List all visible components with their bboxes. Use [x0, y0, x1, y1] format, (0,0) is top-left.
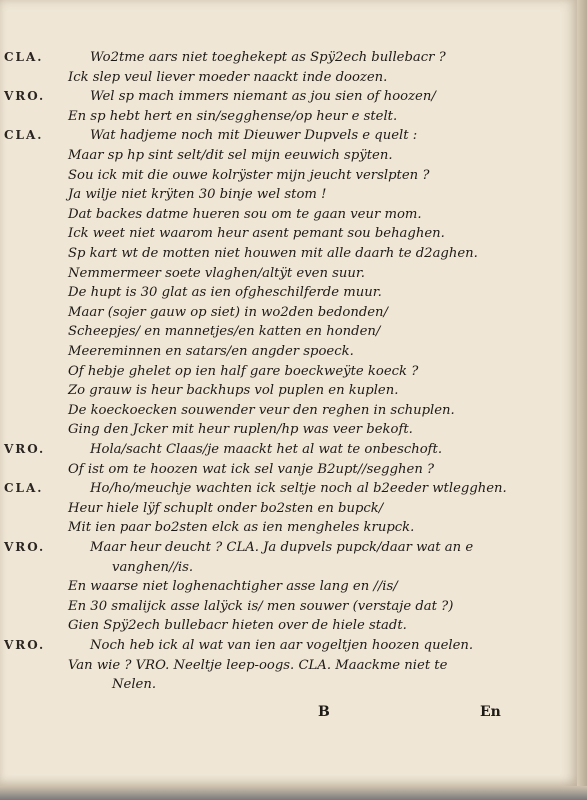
speaker-label: VRO.: [4, 442, 46, 456]
verse-line: [0, 342, 577, 362]
verse-line: [0, 244, 577, 264]
verse-text-line: Mit ien paar bo2sten elck as ien mengheles krupck.: [68, 520, 415, 536]
verse-text-line: Ick weet niet waarom heur asent pemant sou behaghen.: [68, 226, 445, 242]
verse-line: [0, 499, 577, 519]
verse-line: [0, 440, 577, 460]
verse-line: [0, 616, 577, 636]
page-edge: [577, 0, 587, 790]
signature-mark: B: [318, 704, 330, 720]
verse-text-line: Sp kart wt de motten niet houwen mit alle daarh te d2aghen.: [68, 246, 478, 261]
verse-text-line: Maar (sojer gauw op siet) in wo2den bedonden/: [68, 304, 388, 320]
verse-line: [0, 283, 577, 303]
verse-text-line: Maar sp hp sint selt/dit sel mijn eeuwich spÿten.: [68, 148, 393, 163]
verse-text-line: En sp hebt hert en sin/segghense/op heur e stelt.: [68, 108, 398, 124]
verse-text-line: Ja wilje niet krÿten 30 binje wel stom !: [68, 187, 327, 203]
verse-text-line: vanghen//is.: [112, 559, 194, 575]
verse-line: [0, 303, 577, 323]
verse-line: [0, 479, 577, 499]
verse-text-line: Dat backes datme hueren sou om te gaan veur mom.: [68, 206, 422, 222]
verse-line: [0, 87, 577, 107]
speaker-label: VRO.: [4, 89, 46, 104]
page-bottom-edge: [0, 786, 587, 800]
verse-line: [0, 538, 577, 558]
verse-text-line: Maar heur deucht ? CLA. Ja dupvels pupck/daar wat an e: [90, 540, 474, 555]
verse-line: [0, 166, 577, 186]
verse-line: [0, 675, 577, 695]
verse-line: [0, 362, 577, 382]
verse-line: [0, 68, 577, 88]
verse-text-line: Scheepjes/ en mannetjes/en katten en honden/: [68, 324, 381, 340]
verse-line: [0, 224, 577, 244]
verse-text-line: De koeckoecken souwender veur den reghen in schuplen.: [68, 402, 455, 418]
speaker-label: CLA.: [4, 50, 44, 64]
catchword: En: [480, 704, 501, 720]
verse-text-line: Nelen.: [112, 677, 157, 693]
verse-text-line: Van wie ? VRO. Neeltje leep-oogs. CLA. Maackme niet te: [68, 657, 448, 673]
verse-text-line: Wel sp mach immers niemant as jou sien of hoozen/: [90, 89, 436, 105]
verse-line: [0, 381, 577, 401]
verse-text-line: Sou ick mit die ouwe kolrÿster mijn jeucht verslpten ?: [68, 167, 430, 183]
verse-line: [0, 107, 577, 127]
verse-line: [0, 401, 577, 421]
verse-text-line: Nemmermeer soete vlaghen/altÿt even suur.: [68, 265, 365, 281]
speaker-label: CLA.: [4, 128, 44, 143]
verse-line: [0, 518, 577, 538]
verse-line: [0, 185, 577, 205]
verse-line: [0, 322, 577, 342]
verse-text-line: Ging den Jcker mit heur ruplen/hp was veer bekoft.: [68, 422, 413, 438]
verse-text-line: Gien Spÿ2ech bullebacr hieten over de hiele stadt.: [68, 618, 407, 634]
speaker-label: CLA.: [4, 481, 44, 496]
verse-text-line: Wat hadjeme noch mit Dieuwer Dupvels e quelt :: [90, 128, 418, 144]
verse-text-line: Hola/sacht Claas/je maackt het al wat te onbeschoft.: [90, 442, 443, 457]
verse-line: [0, 460, 577, 480]
verse-text-line: De hupt is 30 glat as ien ofgheschilferde muur.: [68, 285, 382, 301]
verse-text-line: Wo2tme aars niet toeghekept as Spÿ2ech bullebacr ?: [90, 50, 446, 65]
verse-line: [0, 146, 577, 166]
verse-line: [0, 656, 577, 676]
verse-line: [0, 597, 577, 617]
verse-line: [0, 264, 577, 284]
verse-line: [0, 420, 577, 440]
verse-text-line: Heur hiele lÿf schuplt onder bo2sten en bupck/: [68, 500, 384, 516]
verse-text-line: Noch heb ick al wat van ien aar vogeltjen hoozen quelen.: [90, 638, 474, 653]
verse-text-line: Meereminnen en satars/en angder spoeck.: [68, 344, 354, 359]
verse-text-line: Of hebje ghelet op ien half gare boeckweÿte koeck ?: [68, 363, 419, 379]
verse-text-line: Ho/ho/meuchje wachten ick seltje noch al b2eeder wtlegghen.: [90, 481, 507, 497]
verse-line: [0, 126, 577, 146]
verse-line: [0, 636, 577, 656]
verse-line: [0, 48, 577, 68]
verse-text-line: En waarse niet loghenachtigher asse lang en //is/: [68, 579, 398, 595]
verse-text-line: Ick slep veul liever moeder naackt inde doozen.: [68, 69, 388, 85]
speaker-label: VRO.: [4, 540, 46, 554]
verse-line: [0, 205, 577, 225]
verse-line: [0, 577, 577, 597]
verse-text-line: En 30 smalijck asse lalÿck is/ men souwer (verstaje dat ?): [68, 598, 454, 614]
verse-text-line: Zo grauw is heur backhups vol puplen en kuplen.: [68, 383, 399, 399]
verse-text-line: Of ist om te hoozen wat ick sel vanje B2upt//segghen ?: [68, 461, 435, 477]
speaker-label: VRO.: [4, 638, 46, 652]
verse-line: [0, 558, 577, 578]
